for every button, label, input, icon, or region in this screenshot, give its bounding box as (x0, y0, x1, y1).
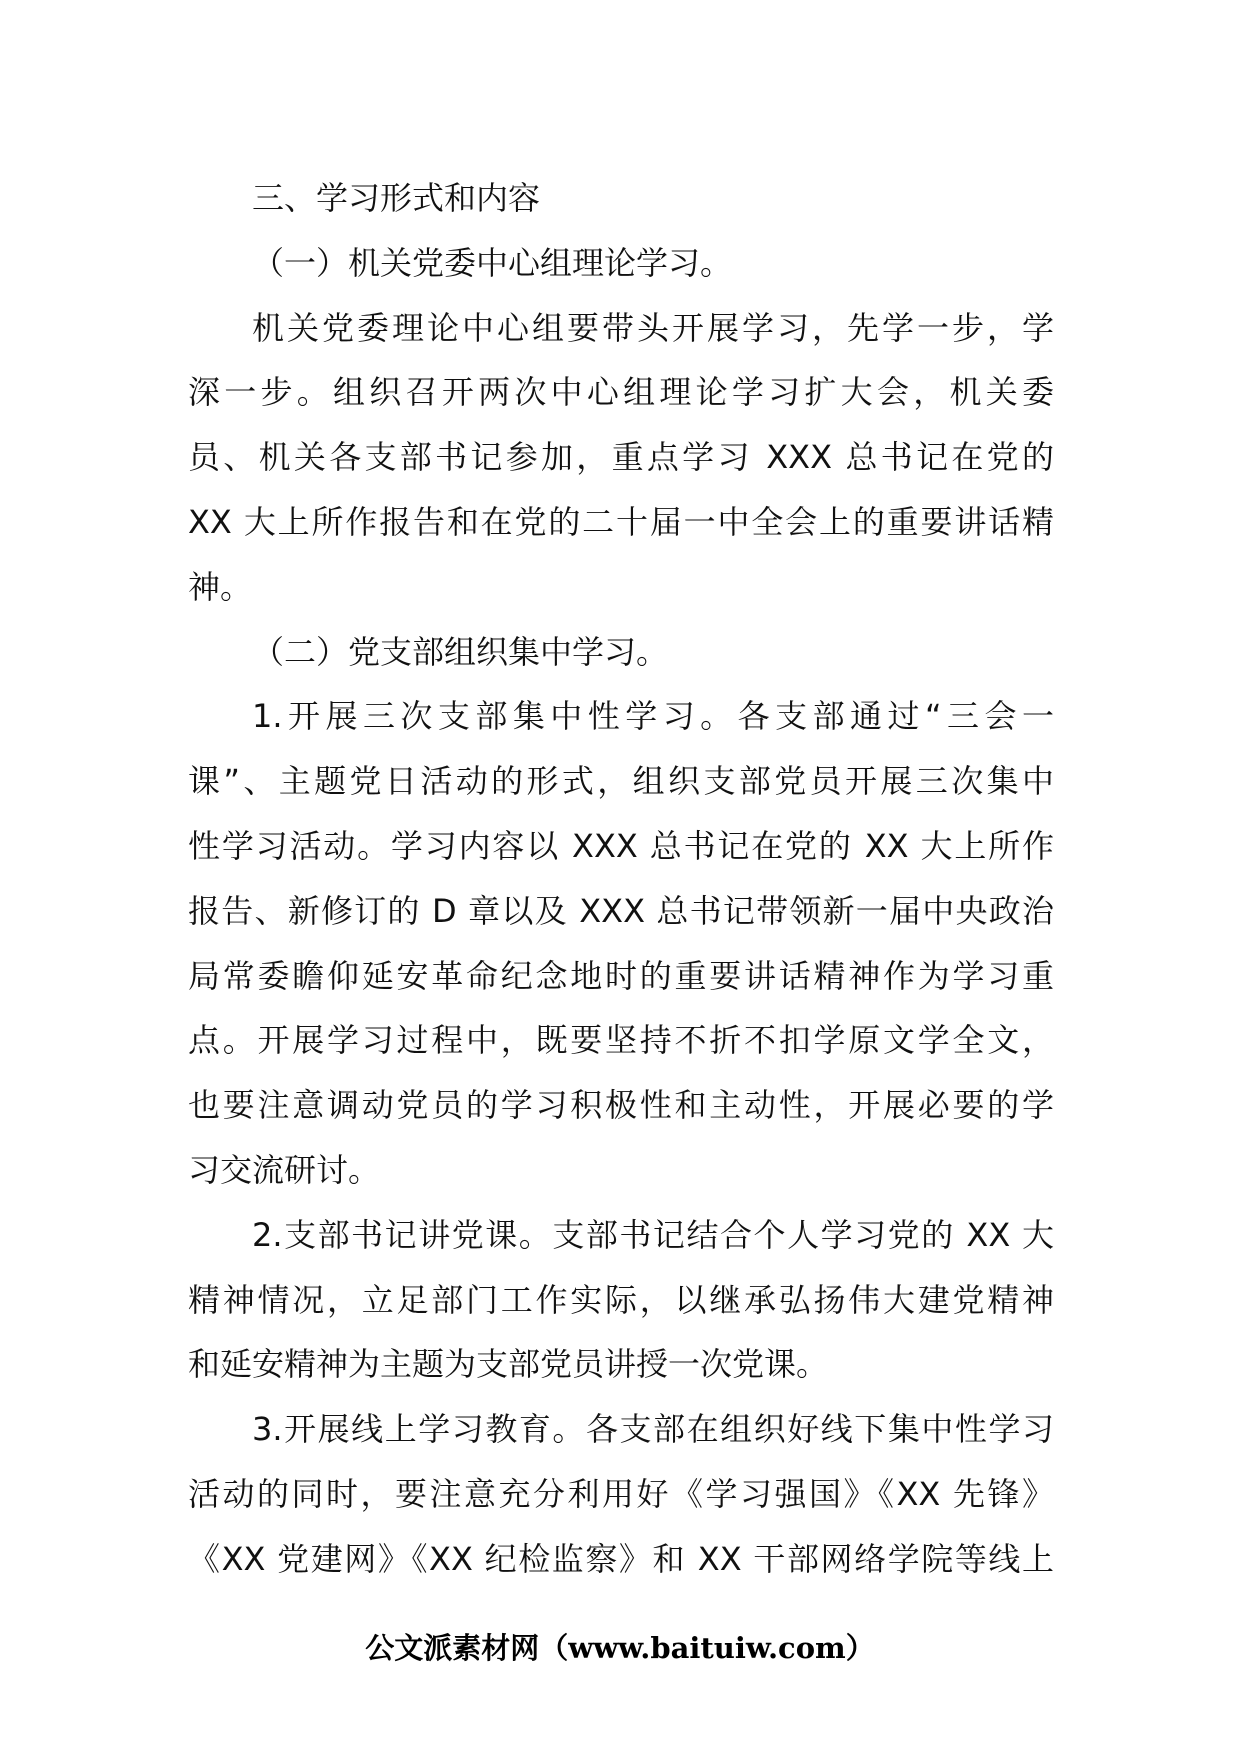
text-line: 深一步。组织召开两次中心组理论学习扩大会，机关委 (188, 373, 1054, 412)
text-line: 活动的同时，要注意充分利用好《学习强国》《XX 先锋》 (188, 1474, 1054, 1513)
document-body (188, 166, 1054, 1592)
text-line: 性学习活动。学习内容以 XXX 总书记在党的 XX 大上所作 (188, 826, 1054, 865)
text-line: （二）党支部组织集中学习。 (252, 632, 669, 671)
text-line: XX 大上所作报告和在党的二十届一中全会上的重要讲话精 (188, 502, 1054, 541)
text-line: 神。 (188, 567, 253, 606)
footer-watermark: 公文派素材网（www.baituiw.com） (365, 1631, 875, 1665)
text-line: 点。开展学习过程中，既要坚持不折不扣学原文学全文， (188, 1021, 1054, 1060)
text-line: 三、学习形式和内容 (252, 179, 541, 217)
text-line: 习交流研讨。 (188, 1150, 381, 1189)
text-line: 机关党委理论中心组要带头开展学习，先学一步，学 (252, 308, 1054, 347)
text-line: 也要注意调动党员的学习积极性和主动性，开展必要的学 (188, 1086, 1054, 1125)
text-line: 精神情况，立足部门工作实际，以继承弘扬伟大建党精神 (188, 1280, 1054, 1319)
text-line: 3.开展线上学习教育。各支部在组织好线下集中性学习 (252, 1410, 1054, 1449)
text-line: 课”、主题党日活动的形式，组织支部党员开展三次集中 (188, 762, 1054, 801)
text-line: 局常委瞻仰延安革命纪念地时的重要讲话精神作为学习重 (188, 956, 1054, 995)
text-line: （一）机关党委中心组理论学习。 (252, 243, 733, 282)
text-line: 《XX 党建网》《XX 纪检监察》和 XX 干部网络学院等线上 (188, 1539, 1054, 1578)
text-line: 和延安精神为主题为支部党员讲授一次党课。 (188, 1345, 829, 1384)
text-line: 报告、新修订的 D 章以及 XXX 总书记带领新一届中央政治 (188, 891, 1054, 930)
text-line: 员、机关各支部书记参加，重点学习 XXX 总书记在党的 (188, 438, 1054, 477)
text-line: 1.开展三次支部集中性学习。各支部通过“三会一 (252, 697, 1054, 736)
text-line: 2.支部书记讲党课。支部书记结合个人学习党的 XX 大 (252, 1215, 1054, 1254)
